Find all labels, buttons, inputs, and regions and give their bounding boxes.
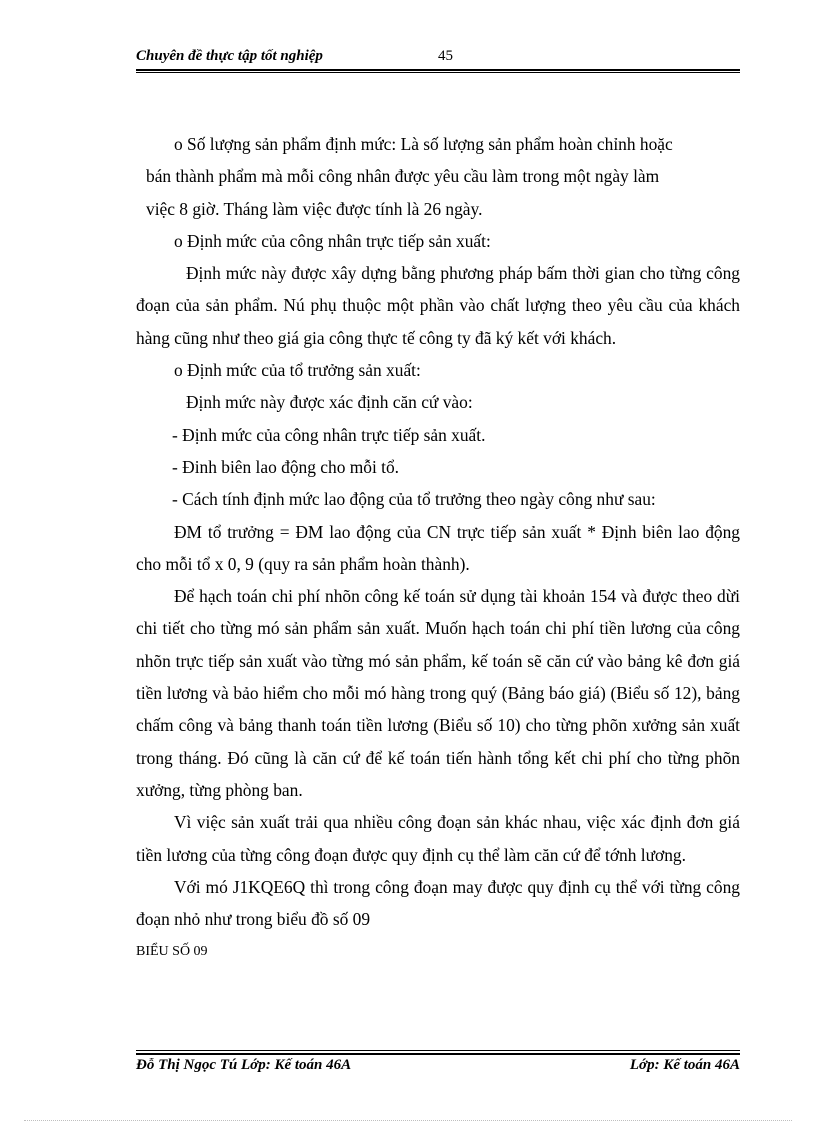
page-header (136, 48, 740, 68)
page-number: 45 (438, 48, 453, 64)
paragraph-production-stages: Vì việc sản xuất trải qua nhiều công đoạn sản khác nhau, việc xác định đơn giá tiền lương của từng công đoạn được quy định cụ thể làm căn cứ để tớnh lương. (136, 812, 740, 865)
paragraph-product-norm-line-2: bán thành phẩm mà mỗi công nhân được yêu cầu làm trong một ngày làm (146, 166, 660, 187)
paragraph-product-norm-line-3: việc 8 giờ. Tháng làm việc được tính là 26 ngày. (146, 198, 483, 219)
footer-rule (136, 1053, 740, 1055)
body-content (136, 128, 740, 965)
list-item-staffing: - Đinh biên lao động cho mỗi tổ. (172, 456, 400, 477)
footer-rule-thin (136, 1050, 740, 1051)
footer-author: Đỗ Thị Ngọc Tú Lớp: Kế toán 46A (136, 1057, 352, 1073)
paragraph-leader-norm-heading: o Định mức của tổ trưởng sản xuất: (174, 360, 421, 381)
paragraph-worker-norm-detail: Định mức này được xây dựng bằng phương pháp bấm thời gian cho từng công đoạn của sản phẩm. Nú phụ thuộc một phần vào chất lượng theo yêu cầu của khách hàng cũng như theo giá gia công thực tế công ty đã ký kết với khách. (136, 263, 740, 348)
table-caption: BIỂU SỐ 09 (136, 944, 208, 960)
header-rule-thin (136, 72, 740, 73)
paragraph-accounting: Để hạch toán chi phí nhõn công kế toán sử dụng tài khoản 154 và được theo dừi chi tiết cho từng mó sản phẩm sản xuất. Muốn hạch toán chi phí tiền lương của công nhõn trực tiếp sản xuất vào từng mó sản phẩm, kế toán sẽ căn cứ vào bảng kê đơn giá tiền lương và bảo hiểm cho mỗi mó hàng trong quý (Bảng báo giá) (Biểu số 12), bảng chấm công và bảng thanh toán tiền lương (Biểu số 10) cho từng phõn xưởng sản xuất trong tháng. Đó cũng là căn cứ để kế toán tiến hành tổng kết chi phí cho từng phõn xưởng, từng phòng ban. (136, 586, 740, 800)
page-bottom-dotted-line (24, 1120, 792, 1121)
paragraph-worker-norm-heading: o Định mức của công nhân trực tiếp sản xuất: (174, 230, 491, 251)
paragraph-formula: ĐM tổ trưởng = ĐM lao động của CN trực tiếp sản xuất * Định biên lao động cho mỗi tổ x 0, 9 (quy ra sản phẩm hoàn thành). (136, 521, 740, 574)
list-item-calculation: - Cách tính định mức lao động của tổ trưởng theo ngày công như sau: (172, 489, 656, 510)
header-rule (136, 69, 740, 71)
paragraph-product-norm-line-1: o Số lượng sản phẩm định mức: Là số lượng sản phẩm hoàn chỉnh hoặc (174, 134, 673, 154)
document-title: Chuyên đề thực tập tốt nghiệp (136, 48, 323, 64)
list-item-worker-norm: - Định mức của công nhân trực tiếp sản xuất. (172, 424, 486, 445)
footer-class: Lớp: Kế toán 46A (629, 1057, 740, 1073)
paragraph-product-code: Với mó J1KQE6Q thì trong công đoạn may được quy định cụ thể với từng công đoạn nhỏ như trong biểu đồ số 09 (136, 876, 740, 930)
paragraph-leader-norm-basis: Định mức này được xác định căn cứ vào: (186, 392, 473, 413)
